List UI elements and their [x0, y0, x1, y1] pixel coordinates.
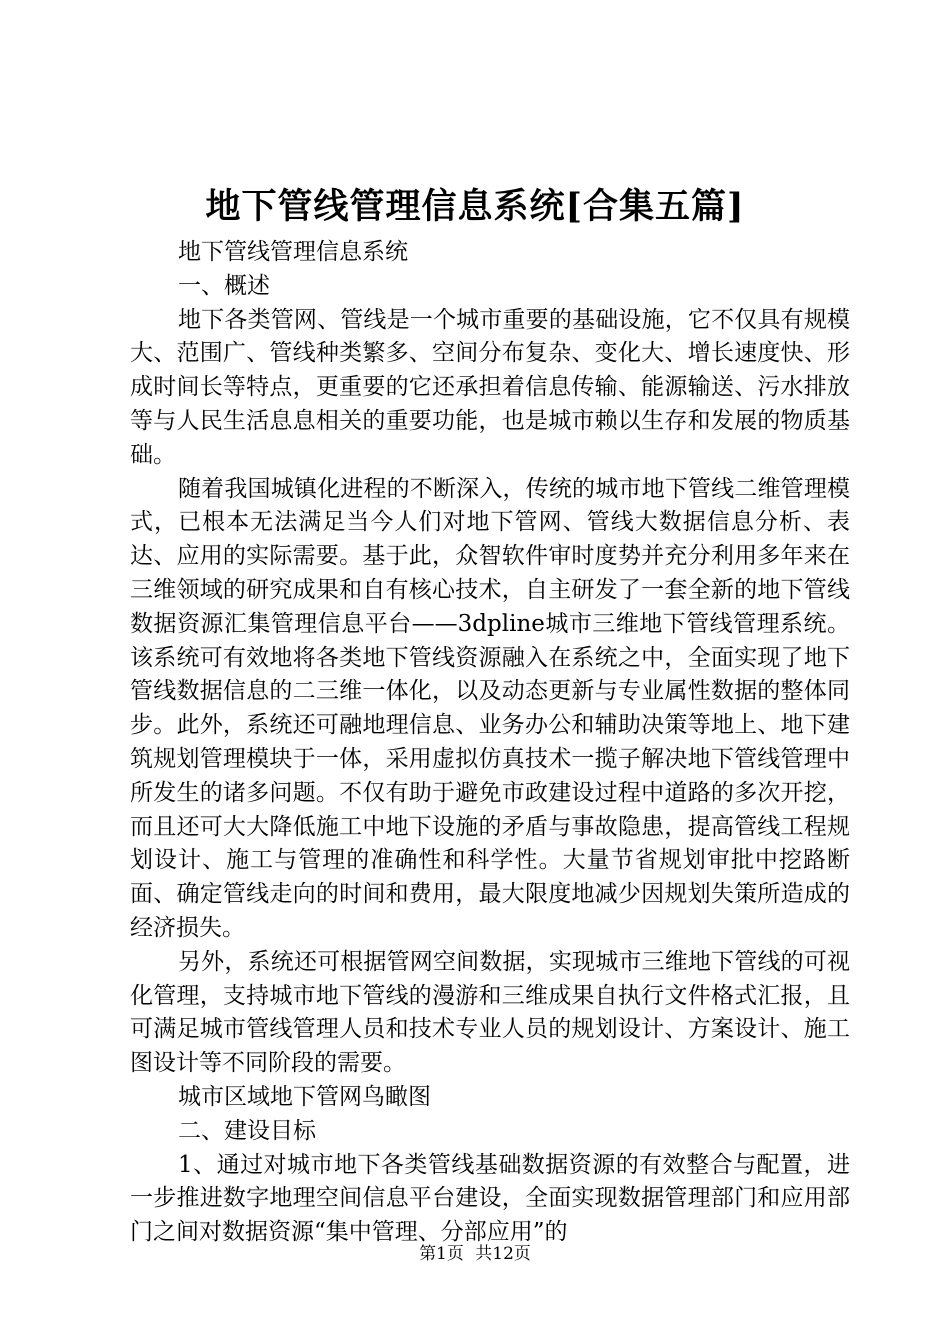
document-title: 地下管线管理信息系统[合集五篇] — [205, 186, 745, 227]
page-total: 共12页 — [475, 1244, 531, 1264]
section-heading-overview: 一、概述 — [178, 272, 270, 299]
page-number: 第1页 — [419, 1244, 464, 1264]
paragraph: 地下各类管网、管线是一个城市重要的基础设施，它不仅具有规模大、范围广、管线种类繁多、空间分布复杂、变化大、增长速度快、形成时间长等特点，更重要的它还承担着信息传输、能源输送、污水排放等与人民生活息息相关的重要功能，也是城市赖以生存和发展的物质基础。 — [130, 306, 850, 468]
paragraph: 另外，系统还可根据管网空间数据，实现城市三维地下管线的可视化管理，支持城市地下管线的漫游和三维成果自执行文件格式汇报，且可满足城市管线管理人员和技术专业人员的规划设计、方案设计、施工图设计等不同阶段的需要。 — [130, 948, 850, 1077]
section-heading-goals: 二、建设目标 — [178, 1117, 316, 1144]
paragraph-subtitle: 地下管线管理信息系统 — [178, 239, 408, 265]
paragraph: 1、通过对城市地下各类管线基础数据资源的有效整合与配置，进一步推进数字地理空间信息平台建设，全面实现数据管理部门和应用部门之间对数据资源“集中管理、分部应用”的 — [130, 1151, 850, 1246]
document-body — [130, 236, 850, 1250]
figure-caption: 城市区域地下管网鸟瞰图 — [178, 1083, 431, 1110]
page-footer — [0, 1242, 950, 1266]
paragraph: 随着我国城镇化进程的不断深入，传统的城市地下管线二维管理模式，已根本无法满足当今人们对地下管网、管线大数据信息分析、表达、应用的实际需要。基于此，众智软件审时度势并充分利用多年来在三维领域的研究成果和自有核心技术，自主研发了一套全新的地下管线数据资源汇集管理信息平台——3dpline城市三维地下管线管理系统。该系统可有效地将各类地下管线资源融入在系统之中，全面实现了地下管线数据信息的二三维一体化，以及动态更新与专业属性数据的整体同步。此外，系统还可融地理信息、业务办公和辅助决策等地上、地下建筑规划管理模块于一体，采用虚拟仿真技术一揽子解决地下管线管理中所发生的诸多问题。不仅有助于避免市政建设过程中道路的多次开挖，而且还可大大降低施工中地下设施的矛盾与事故隐患，提高管线工程规划设计、施工与管理的准确性和科学性。大量节省规划审批中挖路断面、确定管线走向的时间和费用，最大限度地减少因规划失策所造成的经济损失。 — [130, 475, 850, 941]
